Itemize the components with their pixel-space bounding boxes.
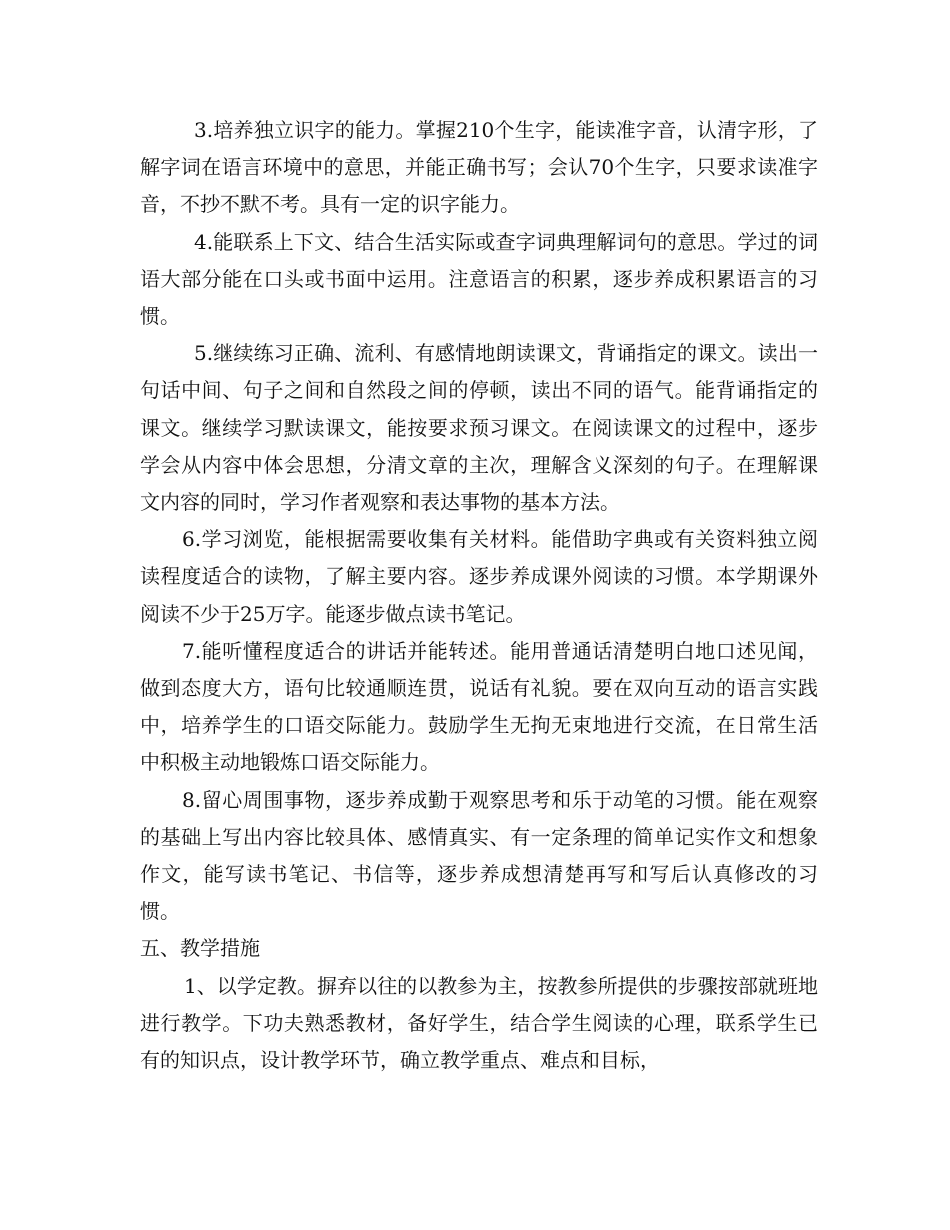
document-body — [140, 112, 818, 1079]
paragraph-goal-3: 3.培养独立识字的能力。掌握210个生字，能读准字音，认清字形，了解字词在语言环境中的意思，并能正确书写；会认70个生字，只要求读准字音，不抄不默不考。具有一定的识字能力。 — [140, 118, 818, 217]
paragraph-goal-7: 7.能听懂程度适合的讲话并能转述。能用普通话清楚明白地口述见闻，做到态度大方，语句比较通顺连贯，说话有礼貌。要在双向互动的语言实践中，培养学生的口语交际能力。鼓励学生无拘无束地进行交流，在日常生活中积极主动地锻炼口语交际能力。 — [140, 638, 818, 775]
paragraph-goal-5: 5.继续练习正确、流利、有感情地朗读课文，背诵指定的课文。读出一句话中间、句子之间和自然段之间的停顿，读出不同的语气。能背诵指定的课文。继续学习默读课文，能按要求预习课文。在阅读课文的过程中，逐步学会从内容中体会思想，分清文章的主次，理解含义深刻的句子。在理解课文内容的同时，学习作者观察和表达事物的基本方法。 — [140, 341, 818, 515]
paragraph-goal-6: 6.学习浏览，能根据需要收集有关材料。能借助字典或有关资料独立阅读程度适合的读物，了解主要内容。逐步养成课外阅读的习惯。本学期课外阅读不少于25万字。能逐步做点读书笔记。 — [140, 527, 818, 626]
paragraph-goal-8: 8.留心周围事物，逐步养成勤于观察思考和乐于动笔的习惯。能在观察的基础上写出内容比较具体、感情真实、有一定条理的简单记实作文和想象作文，能写读书笔记、书信等，逐步养成想清楚再写和写后认真修改的习惯。 — [140, 787, 818, 924]
section-heading: 五、教学措施 — [140, 936, 260, 961]
paragraph-measure-1: 1、以学定教。摒弃以往的以教参为主，按教参所提供的步骤按部就班地进行教学。下功夫熟悉教材，备好学生，结合学生阅读的心理，联系学生已有的知识点，设计教学环节，确立教学重点、难点和目标， — [140, 973, 818, 1073]
paragraph-goal-4: 4.能联系上下文、结合生活实际或查字词典理解词句的意思。学过的词语大部分能在口头或书面中运用。注意语言的积累，逐步养成积累语言的习惯。 — [140, 229, 818, 329]
